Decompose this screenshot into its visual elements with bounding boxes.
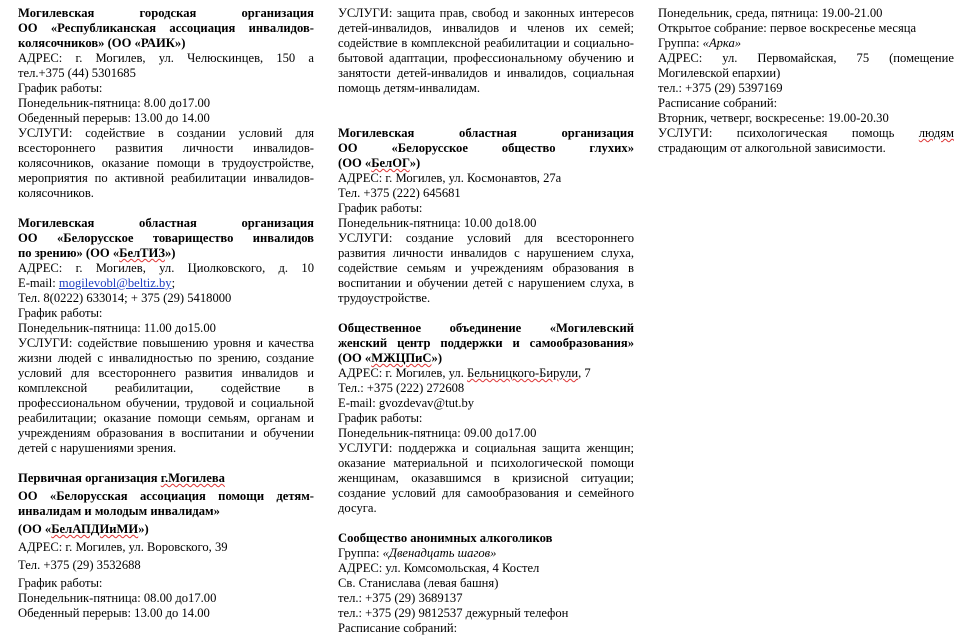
email-label: E-mail: — [18, 276, 59, 290]
org-address: Св. Станислава (левая башня) — [338, 576, 499, 590]
org-address: АДРЕС: г. Могилев, ул. Космонавтов, 27а — [338, 171, 562, 185]
group-label: Группа: — [338, 546, 383, 560]
org-title-city: г.Могилева — [160, 471, 225, 485]
org-name — [338, 351, 634, 366]
break: Обеденный перерыв: 13.00 до 14.00 — [18, 606, 210, 620]
org-name: инвалидам и молодым инвалидам» — [18, 504, 220, 518]
column-3 — [658, 6, 954, 156]
org-name: колясочников» (ОО «РАИК») — [18, 36, 186, 50]
org-name — [18, 246, 314, 261]
org-name-part: по зрению» (ОО « — [18, 246, 120, 260]
group-name — [658, 36, 954, 51]
org-phone: Тел. +375 (222) 645681 — [338, 186, 461, 200]
address-part: АДРЕС: г. Могилев, ул. — [338, 366, 467, 380]
services: УСЛУГИ: содействие в создании условий для всестороннего развития личности инвалидов-колясочников, оказание помощи в трудоустройстве, мероприятия по активной реабилитации инвалидов-колясочников. — [18, 126, 314, 200]
schedule-label: График работы: — [338, 411, 423, 425]
org-name: женский центр поддержки и самообразования» — [338, 336, 634, 350]
org-address: АДРЕС: ул. Первомайская, 75 (помещение — [658, 51, 954, 65]
org-address: АДРЕС: г. Могилев, ул. Циолковского, д. 10 — [18, 261, 314, 275]
org-name-part: (ОО « — [338, 156, 372, 170]
group-value: «Арка» — [702, 36, 742, 50]
org-phone: тел.: +375 (29) 9812537 дежурный телефон — [338, 606, 569, 620]
schedule: Понедельник-пятница: 08.00 до17.00 — [18, 591, 217, 605]
org-name: Могилевская городская организация — [18, 6, 314, 20]
org-name-part: ») — [165, 246, 176, 260]
group-value: «Двенадцать шагов» — [382, 546, 497, 560]
schedule: Понедельник-пятница: 10.00 до18.00 — [338, 216, 537, 230]
org-name-part: ») — [409, 156, 421, 170]
org-name — [18, 522, 314, 537]
org-name: ОО «Белорусское общество глухих» — [338, 141, 634, 155]
org-name: ОО «Белорусское товарищество инвалидов — [18, 231, 314, 245]
org-name: Могилевская областная организация — [18, 216, 314, 230]
org-address — [338, 366, 634, 381]
column-1 — [18, 6, 314, 621]
org-phone: Тел. 8(0222) 633014; + 375 (29) 5418000 — [18, 291, 232, 305]
org-phone: Тел. +375 (29) 3532688 — [18, 558, 141, 572]
meetings-label: Расписание собраний: — [338, 621, 458, 635]
services-word: людям — [918, 126, 954, 140]
services-part: УСЛУГИ: психологическая помощь — [658, 126, 919, 140]
email-link[interactable]: mogilevobl@beltiz.by — [58, 276, 172, 290]
services: страдающим от алкогольной зависимости. — [658, 141, 886, 155]
org-email: E-mail: gvozdevav@tut.by — [338, 396, 475, 410]
group-name — [338, 546, 634, 561]
org-name-part: ») — [138, 522, 149, 536]
schedule-label: График работы: — [18, 81, 103, 95]
services: УСЛУГИ: защита прав, свобод и законных интересов детей-инвалидов, инвалидов и членов их семей; содействие в комплексной реабилитации и социально-бытовой адаптации, профессиональному обучению и занятости детей-инвалидов и инвалидов, социальная помощь детям-инвалидам. — [338, 6, 634, 95]
org-abbrev: МЖЦПиС — [371, 351, 432, 365]
org-name-part: (ОО « — [18, 522, 52, 536]
org-name-part: (ОО « — [338, 351, 372, 365]
org-address: АДРЕС: ул. Комсомольская, 4 Костел — [338, 561, 540, 575]
column-2 — [338, 6, 634, 636]
schedule: Понедельник-пятница: 09.00 до17.00 — [338, 426, 537, 440]
open-meeting: Открытое собрание: первое воскресенье месяца — [658, 21, 917, 35]
address-part: , 7 — [578, 366, 591, 380]
schedule: Понедельник-пятница: 8.00 до17.00 — [18, 96, 211, 110]
org-phone: тел.: +375 (29) 3689137 — [338, 591, 463, 605]
break: Обеденный перерыв: 13.00 до 14.00 — [18, 111, 210, 125]
meetings-schedule: Понедельник, среда, пятница: 19.00-21.00 — [658, 6, 883, 20]
org-phone: тел.: +375 (29) 5397169 — [658, 81, 783, 95]
org-name-part: ») — [431, 351, 443, 365]
services: УСЛУГИ: создание условий для всестороннего развития личности инвалидов с нарушением слуха, содействие семьям и учреждениям образования в воспитании и обучении детей с нарушением слуха, в трудоустройстве. — [338, 231, 634, 305]
org-name: ОО «Белорусская ассоциация помощи детям- — [18, 489, 314, 503]
meetings-label: Расписание собраний: — [658, 96, 778, 110]
org-address: Могилевской епархии) — [658, 66, 781, 80]
org-phone: тел.+375 (44) 5301685 — [18, 66, 136, 80]
org-title — [18, 471, 314, 486]
org-name: ОО «Республиканская ассоциация инвалидов- — [18, 21, 314, 35]
org-name — [338, 156, 634, 171]
org-phone: Тел.: +375 (222) 272608 — [338, 381, 465, 395]
street-name: Бельницкого-Бирули — [467, 366, 579, 380]
schedule-label: График работы: — [18, 576, 103, 590]
org-abbrev: БелТИЗ — [119, 246, 165, 260]
org-abbrev: БелОГ — [371, 156, 410, 170]
services: УСЛУГИ: содействие повышению уровня и качества жизни людей с инвалидностью по зрению, создание условий для всестороннего развития инвалидов и комплексной реабилитации, содействие в профессиональном обучении, трудовой и социальной реабилитации; оказание помощи семьям, органам и учреждениям образования в воспитании и обучении детей с нарушениями зрения. — [18, 336, 314, 455]
org-address: АДРЕС: г. Могилев, ул. Челюскинцев, 150 а — [18, 51, 314, 65]
schedule-label: График работы: — [18, 306, 103, 320]
org-email — [18, 276, 314, 291]
org-name: Могилевская областная организация — [338, 126, 634, 140]
services: УСЛУГИ: поддержка и социальная защита женщин; оказание материальной и психологической помощи женщинам, оказавшимся в кризисной ситуации; создание условий для самообразования и семейного досуга. — [338, 441, 634, 515]
meetings-schedule: Вторник, четверг, воскресенье: 19.00-20.30 — [658, 111, 889, 125]
org-name: Сообщество анонимных алкоголиков — [338, 531, 553, 545]
org-name: Общественное объединение «Могилевский — [338, 321, 634, 335]
org-abbrev: БелАПДИиМИ — [51, 522, 139, 536]
email-suffix: ; — [171, 276, 176, 290]
group-label: Группа: — [658, 36, 703, 50]
services — [658, 126, 954, 141]
schedule-label: График работы: — [338, 201, 423, 215]
org-title-part: Первичная организация — [18, 471, 161, 485]
org-address: АДРЕС: г. Могилев, ул. Воровского, 39 — [18, 540, 228, 554]
schedule: Понедельник-пятница: 11.00 до15.00 — [18, 321, 216, 335]
